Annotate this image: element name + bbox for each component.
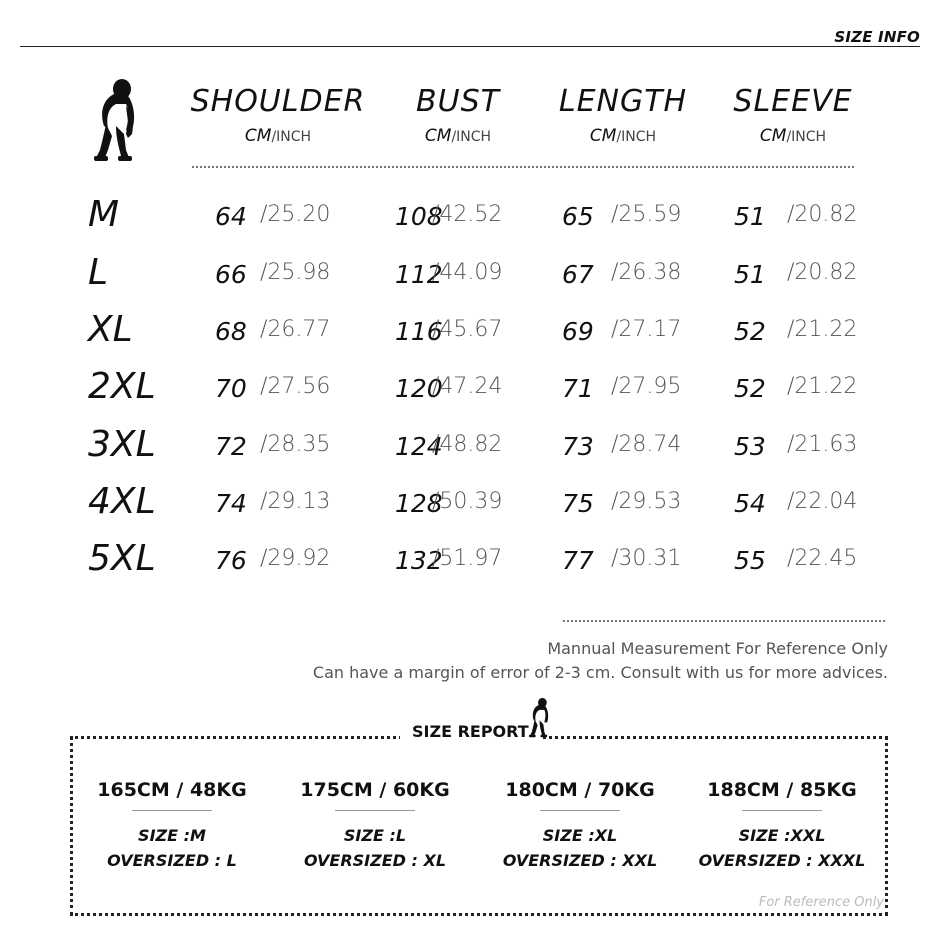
cm-value: 55 (734, 546, 766, 575)
cm-value: 73 (562, 432, 594, 461)
report-underline (132, 810, 212, 811)
size-label: 2XL (88, 366, 156, 407)
cm-value: 112 (395, 260, 443, 289)
cm-value: 74 (215, 489, 247, 518)
column-unit (693, 126, 893, 146)
inch-value: /28.35 (260, 432, 331, 457)
size-report-label: SIZE REPORT (412, 722, 529, 741)
cm-value: 132 (395, 546, 443, 575)
cm-value: 53 (734, 432, 766, 461)
header-divider (20, 46, 920, 47)
cm-value: 128 (395, 489, 443, 518)
inch-value: /25.98 (260, 260, 331, 285)
cm-value: 75 (562, 489, 594, 518)
report-oversized: OVERSIZED : XXL (502, 851, 658, 870)
unit-cm: CM (424, 126, 452, 146)
report-body-stats: 180CM / 70KG (505, 779, 655, 801)
report-oversized: OVERSIZED : L (107, 851, 237, 870)
cm-value: 116 (395, 317, 443, 346)
inch-value: /20.82 (787, 202, 858, 227)
inch-value: /48.82 (432, 432, 503, 457)
column-header-length: LENGTH (558, 84, 688, 119)
size-label: L (88, 252, 109, 293)
report-size: SIZE :XL (542, 826, 618, 845)
size-label: 4XL (88, 481, 156, 522)
inch-value: /29.92 (260, 546, 331, 571)
cm-value: 52 (734, 317, 766, 346)
unit-cm: CM (589, 126, 617, 146)
inch-value: /25.20 (260, 202, 331, 227)
inch-value: /20.82 (787, 260, 858, 285)
inch-value: /21.22 (787, 317, 858, 342)
unit-cm: CM (244, 126, 272, 146)
inch-value: /27.17 (611, 317, 682, 342)
inch-value: /29.13 (260, 489, 331, 514)
inch-value: /28.74 (611, 432, 682, 457)
cm-value: 120 (395, 374, 443, 403)
column-unit (178, 126, 378, 146)
inch-value: /26.38 (611, 260, 682, 285)
cm-value: 51 (734, 260, 766, 289)
inch-value: /30.31 (611, 546, 682, 571)
inch-value: /29.53 (611, 489, 682, 514)
unit-cm: CM (759, 126, 787, 146)
unit-inch: /INCH (786, 129, 827, 145)
column-header-shoulder: SHOULDER (190, 84, 366, 119)
cm-value: 64 (215, 202, 247, 231)
inch-value: /44.09 (432, 260, 503, 285)
report-body-stats: 165CM / 48KG (97, 779, 247, 801)
size-label: XL (88, 309, 133, 350)
page-title: SIZE INFO (834, 28, 920, 46)
cm-value: 77 (562, 546, 594, 575)
cm-value: 67 (562, 260, 594, 289)
inch-value: /50.39 (432, 489, 503, 514)
cm-value: 66 (215, 260, 247, 289)
cm-value: 108 (395, 202, 443, 231)
report-size: SIZE :L (343, 826, 407, 845)
inch-value: /25.59 (611, 202, 682, 227)
size-label: M (88, 194, 120, 235)
inch-value: /21.63 (787, 432, 858, 457)
inch-value: /21.22 (787, 374, 858, 399)
inch-value: /27.56 (260, 374, 331, 399)
header-dotted-divider (192, 166, 854, 168)
report-body-stats: 175CM / 60KG (300, 779, 450, 801)
column-header-sleeve: SLEEVE (733, 84, 853, 119)
inch-value: /45.67 (432, 317, 503, 342)
cm-value: 54 (734, 489, 766, 518)
inch-value: /22.04 (787, 489, 858, 514)
report-underline (742, 810, 822, 811)
cm-value: 69 (562, 317, 594, 346)
report-body-stats: 188CM / 85KG (707, 779, 857, 801)
report-underline (540, 810, 620, 811)
cm-value: 76 (215, 546, 247, 575)
note-line-2: Can have a margin of error of 2-3 cm. Consult with us for more advices. (312, 663, 888, 682)
hunched-figure-icon (528, 696, 552, 740)
cm-value: 52 (734, 374, 766, 403)
size-label: 3XL (88, 424, 156, 465)
column-header-bust: BUST (416, 84, 500, 119)
size-label: 5XL (88, 538, 156, 579)
note-line-1: Mannual Measurement For Reference Only (547, 639, 888, 658)
inch-value: /22.45 (787, 546, 858, 571)
inch-value: /26.77 (260, 317, 331, 342)
inch-value: /42.52 (432, 202, 503, 227)
cm-value: 65 (562, 202, 594, 231)
report-size: SIZE :M (138, 826, 206, 845)
inch-value: /51.97 (432, 546, 503, 571)
size-report-title (400, 722, 541, 741)
notes-dotted-divider (563, 620, 885, 622)
report-oversized: OVERSIZED : XXXL (698, 851, 866, 870)
unit-inch: /INCH (451, 129, 492, 145)
report-footnote: For Reference Only (758, 895, 884, 910)
unit-inch: /INCH (616, 129, 657, 145)
report-underline (335, 810, 415, 811)
cm-value: 70 (215, 374, 247, 403)
report-size: SIZE :XXL (738, 826, 826, 845)
hunched-figure-icon (92, 78, 142, 164)
report-oversized: OVERSIZED : XL (303, 851, 447, 870)
cm-value: 72 (215, 432, 247, 461)
cm-value: 68 (215, 317, 247, 346)
unit-inch: /INCH (271, 129, 312, 145)
cm-value: 124 (395, 432, 443, 461)
inch-value: /47.24 (432, 374, 503, 399)
inch-value: /27.95 (611, 374, 682, 399)
cm-value: 71 (562, 374, 594, 403)
cm-value: 51 (734, 202, 766, 231)
